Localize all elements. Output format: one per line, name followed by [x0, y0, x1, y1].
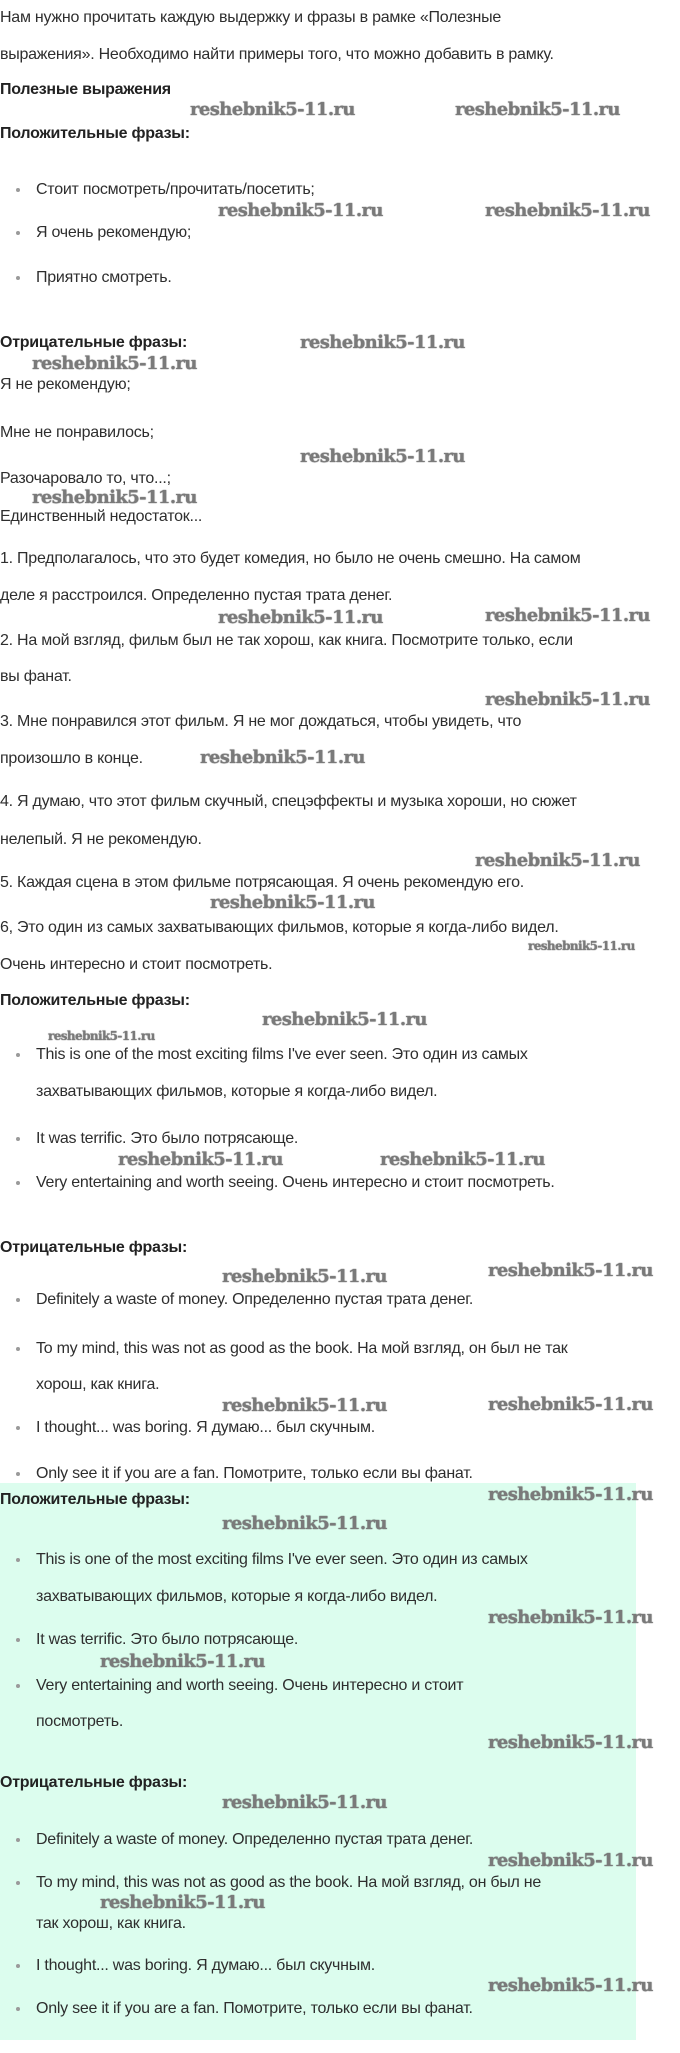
- list-item: It was terrific. Это было потрясающе.: [36, 1631, 299, 1648]
- list-item: Разочаровало то, что...;: [0, 470, 171, 487]
- watermark: reshebnik5-11.ru: [32, 487, 197, 508]
- list-item: Very entertaining and worth seeing. Очень интересно и стоит посмотреть.: [36, 1174, 555, 1191]
- watermark: reshebnik5-11.ru: [222, 1513, 387, 1534]
- watermark: reshebnik5-11.ru: [488, 1975, 653, 1996]
- watermark: reshebnik5-11.ru: [222, 1792, 387, 1813]
- watermark: reshebnik5-11.ru: [485, 689, 650, 710]
- list-item: To my mind, this was not as good as the book. На мой взгляд, он был не так: [36, 1340, 568, 1357]
- bullet-icon: [16, 1881, 20, 1885]
- excerpt-line: 3. Мне понравился этот фильм. Я не мог дождаться, чтобы увидеть, что: [0, 713, 522, 730]
- watermark: reshebnik5-11.ru: [380, 1149, 545, 1170]
- watermark: reshebnik5-11.ru: [455, 99, 620, 120]
- watermark: reshebnik5-11.ru: [190, 99, 355, 120]
- watermark: reshebnik5-11.ru: [528, 939, 635, 953]
- bullet-icon: [16, 1053, 20, 1057]
- negative-title: Отрицательные фразы:: [0, 1239, 188, 1256]
- bullet-icon: [16, 231, 20, 235]
- watermark: reshebnik5-11.ru: [32, 353, 197, 374]
- watermark: reshebnik5-11.ru: [48, 1029, 155, 1043]
- list-item: Я не рекомендую;: [0, 376, 131, 393]
- watermark: reshebnik5-11.ru: [488, 1732, 653, 1753]
- list-item: It was terrific. Это было потрясающе.: [36, 1130, 299, 1147]
- useful-title: Полезные выражения: [0, 81, 171, 98]
- bullet-icon: [16, 1638, 20, 1642]
- list-item: Мне не понравилось;: [0, 424, 154, 441]
- excerpt-line: 6, Это один из самых захватывающих фильмов, которые я когда-либо видел.: [0, 919, 559, 936]
- list-item: хорош, как книга.: [36, 1376, 160, 1393]
- watermark: reshebnik5-11.ru: [300, 332, 465, 353]
- bullet-icon: [16, 1838, 20, 1842]
- watermark: reshebnik5-11.ru: [218, 200, 383, 221]
- watermark: reshebnik5-11.ru: [300, 446, 465, 467]
- watermark: reshebnik5-11.ru: [488, 1484, 653, 1505]
- excerpt-line: Очень интересно и стоит посмотреть.: [0, 956, 273, 973]
- watermark: reshebnik5-11.ru: [100, 1651, 265, 1672]
- list-item: Единственный недостаток...: [0, 508, 203, 525]
- list-item: Very entertaining and worth seeing. Очень интересно и стоит: [36, 1677, 464, 1694]
- excerpt-line: 1. Предполагалось, что это будет комедия, но было не очень смешно. На самом: [0, 550, 581, 567]
- negative-title: Отрицательные фразы:: [0, 334, 188, 351]
- excerpt-line: нелепый. Я не рекомендую.: [0, 831, 202, 848]
- excerpt-line: вы фанат.: [0, 668, 72, 685]
- intro-line: выражения». Необходимо найти примеры того, что можно добавить в рамку.: [0, 46, 554, 63]
- positive-title: Положительные фразы:: [0, 125, 190, 142]
- negative-title: Отрицательные фразы:: [0, 1774, 188, 1791]
- excerpt-line: 2. На мой взгляд, фильм был не так хорош, как книга. Посмотрите только, если: [0, 632, 573, 649]
- watermark: reshebnik5-11.ru: [100, 1892, 265, 1913]
- list-item: захватывающих фильмов, которые я когда-либо видел.: [36, 1588, 438, 1605]
- bullet-icon: [16, 2007, 20, 2011]
- list-item: This is one of the most exciting films I've ever seen. Это один из самых: [36, 1551, 528, 1568]
- list-item: I thought... was boring. Я думаю... был скучным.: [36, 1419, 375, 1436]
- watermark: reshebnik5-11.ru: [485, 200, 650, 221]
- watermark: reshebnik5-11.ru: [475, 850, 640, 871]
- bullet-icon: [16, 276, 20, 280]
- list-item: Only see it if you are a fan. Помотрите, только если вы фанат.: [36, 1465, 473, 1482]
- bullet-icon: [16, 1558, 20, 1562]
- list-item: This is one of the most exciting films I've ever seen. Это один из самых: [36, 1046, 528, 1063]
- watermark: reshebnik5-11.ru: [118, 1149, 283, 1170]
- list-item: Definitely a waste of money. Определенно пустая трата денег.: [36, 1831, 474, 1848]
- bullet-icon: [16, 1684, 20, 1688]
- bullet-icon: [16, 1137, 20, 1141]
- watermark: reshebnik5-11.ru: [262, 1009, 427, 1030]
- list-item: захватывающих фильмов, которые я когда-либо видел.: [36, 1083, 438, 1100]
- intro-line: Нам нужно прочитать каждую выдержку и фразы в рамке «Полезные: [0, 9, 502, 26]
- bullet-icon: [16, 1347, 20, 1351]
- list-item: Я очень рекомендую;: [36, 224, 192, 241]
- bullet-icon: [16, 1426, 20, 1430]
- list-item: Стоит посмотреть/прочитать/посетить;: [36, 181, 315, 198]
- watermark: reshebnik5-11.ru: [488, 1394, 653, 1415]
- excerpt-line: произошло в конце.: [0, 750, 143, 767]
- list-item: To my mind, this was not as good as the book. На мой взгляд, он был не: [36, 1874, 542, 1891]
- excerpt-line: 5. Каждая сцена в этом фильме потрясающая. Я очень рекомендую его.: [0, 874, 524, 891]
- bullet-icon: [16, 188, 20, 192]
- list-item: посмотреть.: [36, 1713, 124, 1730]
- watermark: reshebnik5-11.ru: [488, 1850, 653, 1871]
- bullet-icon: [16, 1298, 20, 1302]
- excerpt-line: деле я расстроился. Определенно пустая трата денег.: [0, 587, 393, 604]
- bullet-icon: [16, 1964, 20, 1968]
- excerpt-line: 4. Я думаю, что этот фильм скучный, спецэффекты и музыка хороши, но сюжет: [0, 793, 577, 810]
- watermark: reshebnik5-11.ru: [488, 1607, 653, 1628]
- watermark: reshebnik5-11.ru: [222, 1266, 387, 1287]
- watermark: reshebnik5-11.ru: [200, 747, 365, 768]
- positive-title: Положительные фразы:: [0, 992, 190, 1009]
- bullet-icon: [16, 1181, 20, 1185]
- list-item: Приятно смотреть.: [36, 269, 172, 286]
- bullet-icon: [16, 1472, 20, 1476]
- list-item: I thought... was boring. Я думаю... был скучным.: [36, 1957, 375, 1974]
- list-item: так хорош, как книга.: [36, 1915, 186, 1932]
- watermark: reshebnik5-11.ru: [488, 1260, 653, 1281]
- watermark: reshebnik5-11.ru: [485, 605, 650, 626]
- list-item: Definitely a waste of money. Определенно пустая трата денег.: [36, 1291, 474, 1308]
- list-item: Only see it if you are a fan. Помотрите, только если вы фанат.: [36, 2000, 473, 2017]
- watermark: reshebnik5-11.ru: [218, 607, 383, 628]
- positive-title: Положительные фразы:: [0, 1491, 190, 1508]
- watermark: reshebnik5-11.ru: [222, 1395, 387, 1416]
- watermark: reshebnik5-11.ru: [210, 892, 375, 913]
